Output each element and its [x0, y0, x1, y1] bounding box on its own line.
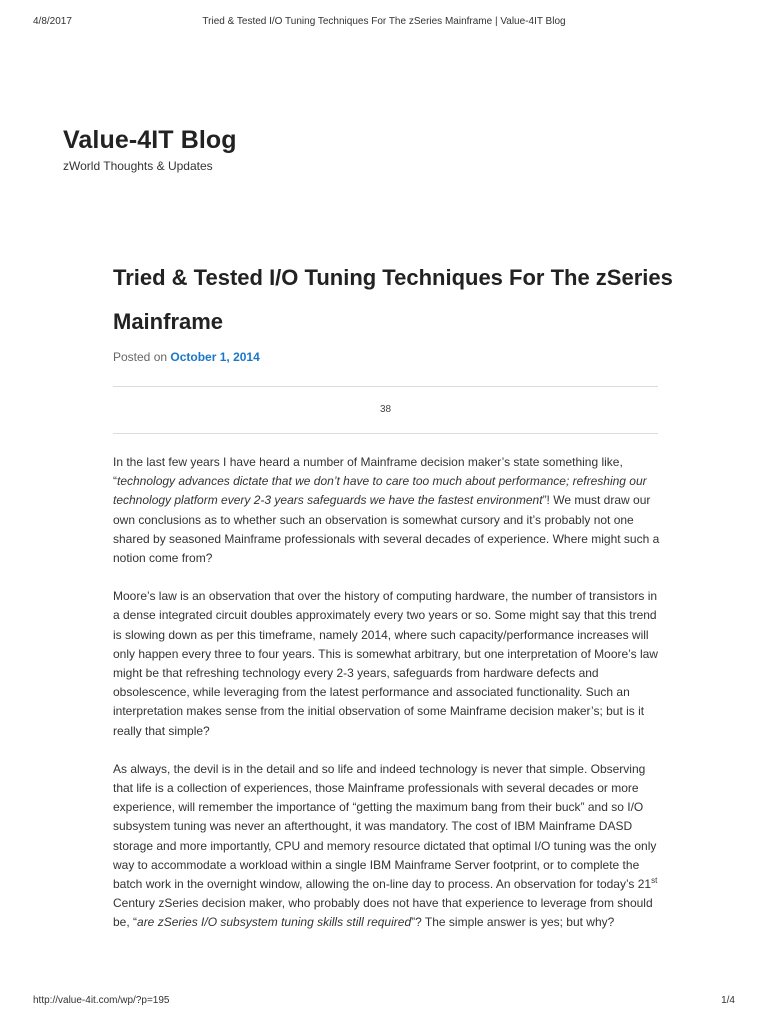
print-date: 4/8/2017	[33, 16, 72, 27]
p1-text-2: ”! We must draw our own conclusions as to whether such an observation is somewhat cursory and it’s probably not one shared by seasoned Mainframe professionals with several decades of experience. Where might such a notion come from?	[113, 493, 660, 566]
p3-text-1: As always, the devil is in the detail and so life and indeed technology is never that simple. Observing that life is a collection of experiences, those Mainframe professionals with several decades or more experience, will remember the importance of “getting the maximum bang from their buck” and so I/O subsystem tuning was never an afterthought, it was mandatory. The cost of IBM Mainframe DASD storage and more importantly, CPU and memory resource dictated that optimal I/O tuning was the only way to accommodate a workload within a single IBM Mainframe Server footprint, or to complete the batch work in the overnight window, allowing the on-line day to process. An observation for today’s 21	[113, 761, 657, 892]
post-title: Tried & Tested I/O Tuning Techniques For The zSeries Mainframe	[113, 265, 673, 334]
p3-text-3: ”? The simple answer is yes; but why?	[411, 915, 615, 930]
divider-top	[113, 386, 658, 387]
divider-bottom	[113, 433, 658, 434]
share-count: 38	[379, 404, 392, 415]
site-description: zWorld Thoughts & Updates	[63, 159, 213, 173]
print-footer	[33, 995, 735, 1009]
p1-quote: technology advances dictate that we don’t have to care too much about performance; refreshing our technology platform every 2-3 years safeguards we have the fastest environment	[113, 474, 647, 508]
print-page-title: Tried & Tested I/O Tuning Techniques For The zSeries Mainframe | Value-4IT Blog	[202, 16, 566, 27]
posted-on-label: Posted on	[113, 350, 168, 364]
p1-text-1: In the last few years I have heard a number of Mainframe decision maker’s state something like, “	[113, 455, 623, 489]
p3-text-2: Century zSeries decision maker, who probably does not have that experience to leverage from should be, “	[113, 896, 653, 930]
post-meta	[113, 350, 260, 364]
paragraph-2: Moore’s law is an observation that over the history of computing hardware, the number of transistors in a dense integrated circuit doubles approximately every two years or so. Some might say that this trend is slowing down as per this timeframe, namely 2014, where such capacity/performance increases will only happen every three to four years. This is somewhat arbitrary, but one interpretation of Moore’s law might be that refreshing technology every 2-3 years, safeguards from hardware defects and obsolescence, while leveraging from the latest performance and associated functionality. Such an interpretation makes sense from the initial observation of some Mainframe decision maker’s; but is it really that simple?	[113, 589, 658, 738]
p3-quote: are zSeries I/O subsystem tuning skills still required	[137, 915, 412, 930]
paragraph-1	[113, 453, 663, 568]
print-page-number: 1/4	[721, 995, 735, 1006]
print-url: http://value-4it.com/wp/?p=195	[33, 995, 170, 1006]
print-header	[33, 16, 735, 30]
post-date-link[interactable]: October 1, 2014	[170, 350, 260, 364]
site-title[interactable]: Value-4IT Blog	[63, 126, 237, 154]
post-content	[113, 453, 663, 952]
p3-superscript: st	[651, 876, 658, 886]
paragraph-3	[113, 760, 663, 933]
